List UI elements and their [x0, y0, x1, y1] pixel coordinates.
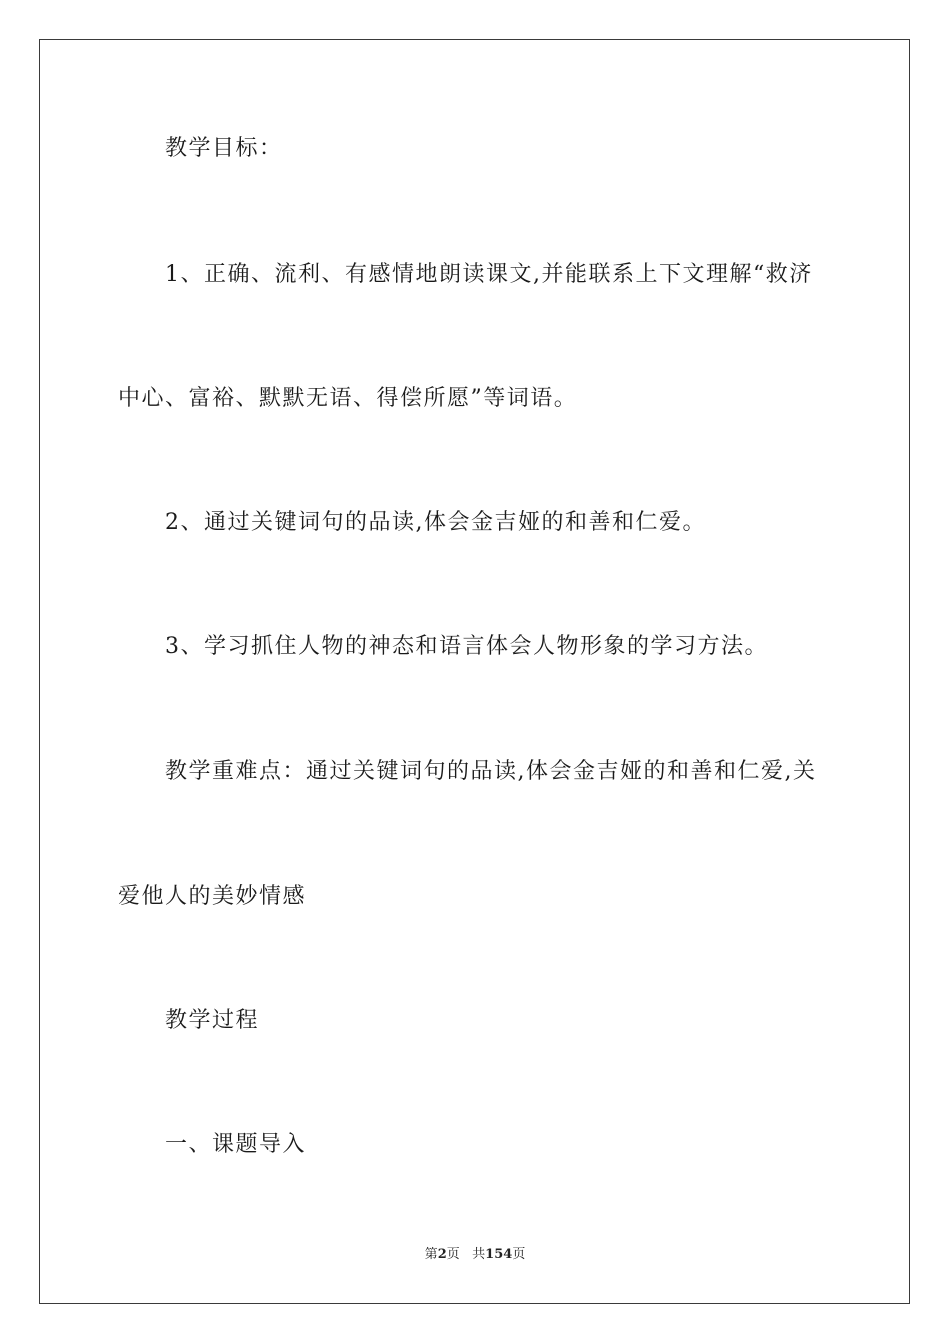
objective-1-line-1: 1、正确、流利、有感情地朗读课文,并能联系上下文理解“救济 [165, 262, 813, 287]
key-difficulty-line-1: 教学重难点：通过关键词句的品读,体会金吉娅的和善和仁爱,关 [165, 759, 817, 784]
total-prefix: 共 [472, 1247, 486, 1262]
page-border [39, 39, 910, 1304]
objective-2: 2、通过关键词句的品读,体会金吉娅的和善和仁爱。 [165, 510, 706, 535]
section-1-intro: 一、课题导入 [165, 1132, 307, 1157]
objective-1-line-2: 中心、富裕、默默无语、得偿所愿”等词语。 [118, 386, 578, 411]
page-number: 2 [437, 1247, 447, 1262]
page-prefix: 第 [424, 1247, 438, 1262]
total-suffix: 页 [512, 1247, 526, 1262]
objective-3: 3、学习抓住人物的神态和语言体会人物形象的学习方法。 [165, 634, 768, 659]
page-suffix: 页 [446, 1247, 460, 1262]
page-footer [0, 1247, 950, 1263]
heading-teaching-process: 教学过程 [165, 1008, 260, 1033]
heading-teaching-objectives: 教学目标： [165, 136, 283, 161]
total-pages: 154 [485, 1247, 513, 1262]
key-difficulty-line-2: 爱他人的美妙情感 [118, 884, 307, 909]
